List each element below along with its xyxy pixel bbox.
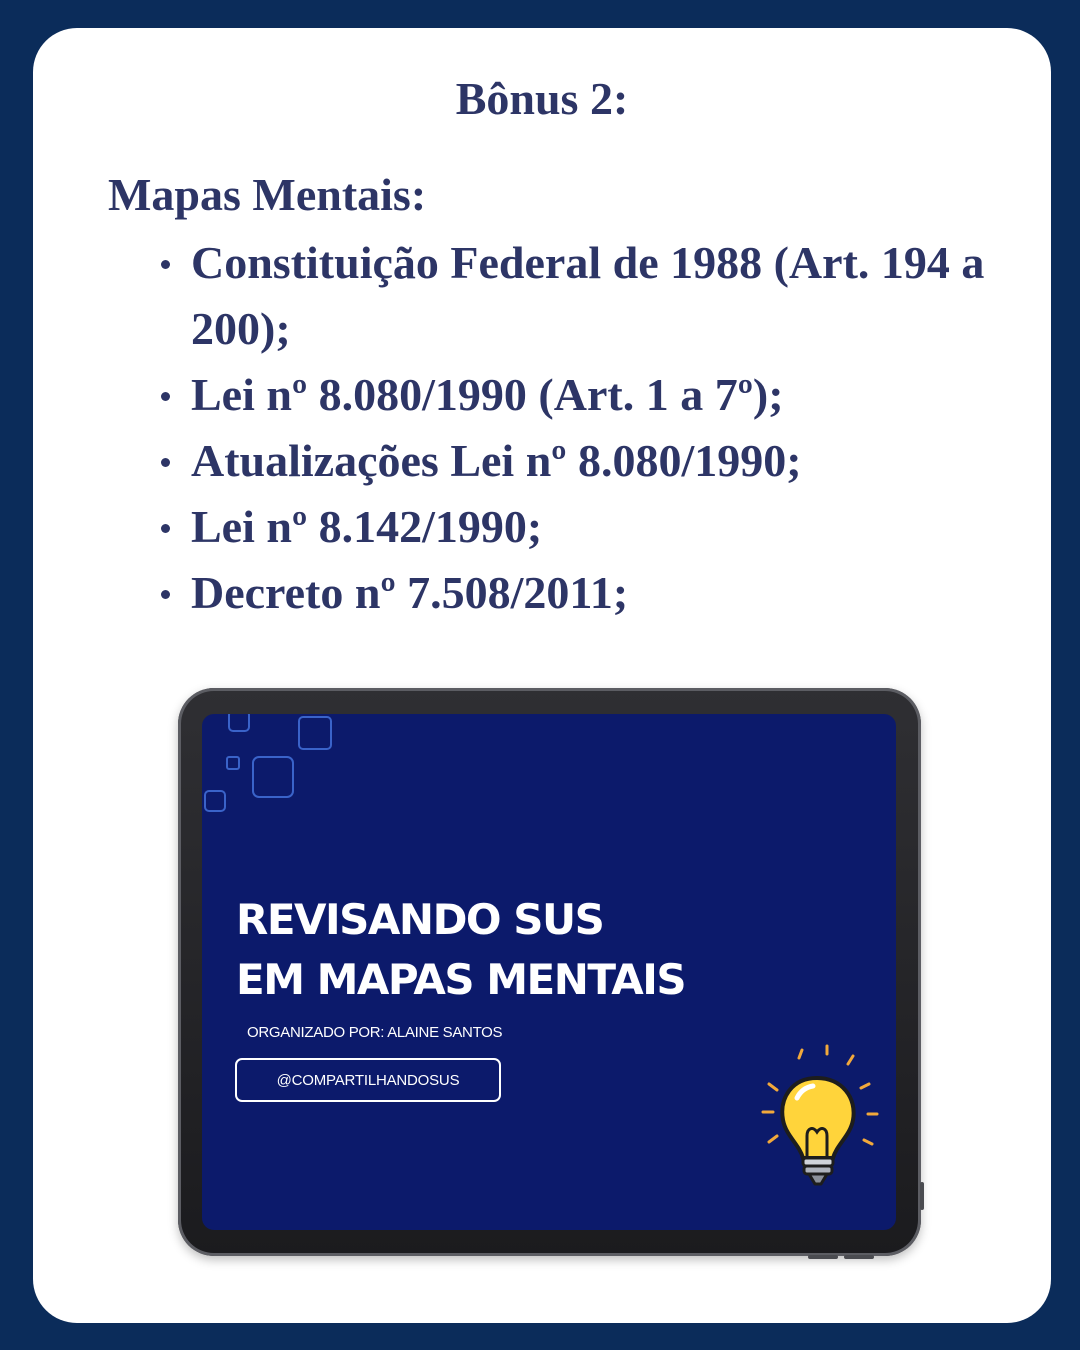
bullet-dot	[161, 524, 170, 533]
content-card	[33, 28, 1051, 1323]
decor-square	[252, 756, 294, 798]
decor-square	[298, 716, 332, 750]
ebook-cover-screen	[202, 714, 896, 1230]
cover-title-line2: EM MAPAS MENTAIS	[236, 955, 686, 1004]
cover-organizer: ORGANIZADO POR: ALAINE SANTOS	[247, 1024, 503, 1041]
section-heading: Mapas Mentais:	[108, 169, 427, 220]
tablet-bottom-button	[808, 1255, 838, 1259]
cover-title-line1: REVISANDO SUS	[236, 895, 604, 944]
tablet-bottom-button	[844, 1255, 874, 1259]
cover-title	[236, 890, 685, 1010]
list-item: Lei nº 8.142/1990;	[153, 494, 1033, 560]
bullet-dot	[161, 590, 170, 599]
tablet-mockup	[178, 688, 921, 1256]
handle-badge: @COMPARTILHANDOSUS	[235, 1058, 501, 1102]
bullet-dot	[161, 392, 170, 401]
bulb-tip	[809, 1174, 827, 1184]
list-item: Atualizações Lei nº 8.080/1990;	[153, 428, 1033, 494]
bullet-list	[153, 230, 1033, 626]
bullet-dot	[161, 458, 170, 467]
bullet-dot	[161, 260, 170, 269]
decor-square	[226, 756, 240, 770]
list-item: Decreto nº 7.508/2011;	[153, 560, 1033, 626]
list-item: Lei nº 8.080/1990 (Art. 1 a 7º);	[153, 362, 1033, 428]
decor-square	[204, 790, 226, 812]
list-item: Constituição Federal de 1988 (Art. 194 a 200);	[153, 230, 1033, 362]
tablet-side-button	[920, 1182, 924, 1210]
bonus-title: Bônus 2:	[455, 73, 629, 124]
decor-square	[228, 714, 250, 732]
lightbulb-icon	[747, 1040, 887, 1190]
bulb-glass	[782, 1078, 853, 1158]
